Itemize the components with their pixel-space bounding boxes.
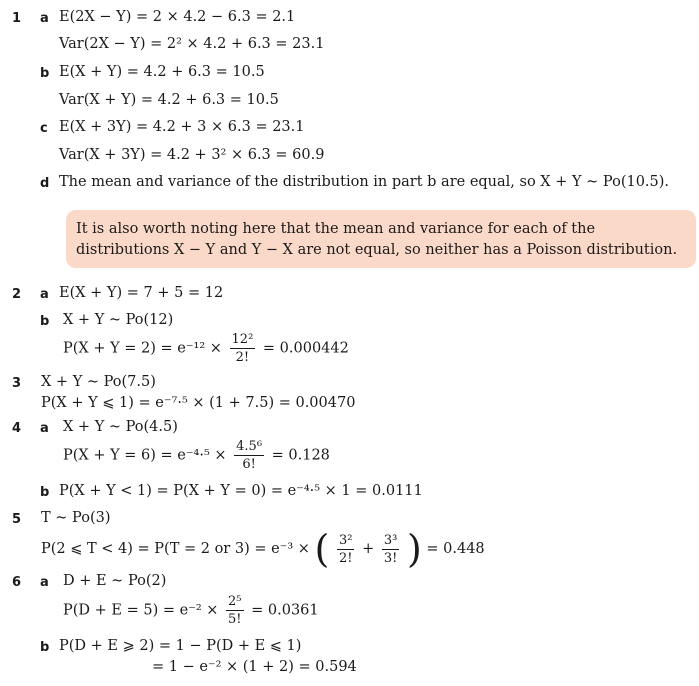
q3-probability: P(X + Y ⩽ 1) = e⁻⁷·⁵ × (1 + 7.5) = 0.00470: [41, 395, 356, 411]
q6a-denominator: 5!: [228, 612, 242, 627]
q5-plus: +: [362, 541, 375, 557]
q1c-variance: Var(X + 3Y) = 4.2 + 3² × 6.3 = 60.9: [59, 147, 325, 163]
part-label-2a: a: [40, 287, 49, 302]
q2b-lhs: P(X + Y = 2) = e⁻¹² ×: [63, 340, 222, 357]
question-number-6: 6: [12, 575, 22, 590]
q6a-numerator: 2⁵: [226, 594, 244, 611]
right-paren: ): [406, 527, 422, 571]
question-number-1: 1: [12, 11, 22, 26]
q4a-distribution: X + Y ~ Po(4.5): [63, 419, 178, 435]
q4a-numerator: 4.5⁶: [236, 439, 263, 454]
tip-note-box: It is also worth noting here that the mean and variance for each of the distributions X − Y and Y − X are not equal, so neither has a Poisson distribution.: [66, 210, 696, 268]
q6b-probability-line1: P(D + E ⩾ 2) = 1 − P(D + E ⩽ 1): [59, 638, 302, 654]
q5-distribution: T ~ Po(3): [41, 510, 111, 526]
part-label-1c: c: [40, 121, 48, 136]
q2b-denominator: 2!: [235, 350, 250, 365]
q2b-fraction: [230, 332, 256, 365]
question-number-2: 2: [12, 287, 22, 302]
q6a-probability: [63, 594, 319, 627]
part-label-1b: b: [40, 66, 50, 81]
q5-f2-numerator: 3³: [382, 533, 400, 550]
left-paren: (: [314, 527, 330, 571]
part-label-6b: b: [40, 640, 50, 655]
q4a-denominator: 6!: [242, 457, 256, 472]
part-label-2b: b: [40, 314, 50, 329]
q6a-lhs: P(D + E = 5) = e⁻² ×: [63, 602, 219, 619]
q2b-probability: [63, 332, 349, 365]
part-label-6a: a: [40, 575, 49, 590]
question-number-5: 5: [12, 512, 22, 527]
q6b-probability-line2: = 1 − e⁻² × (1 + 2) = 0.594: [152, 659, 357, 675]
q1a-variance: Var(2X − Y) = 2² × 4.2 + 6.3 = 23.1: [59, 36, 325, 52]
q5-f1-denominator: 2!: [338, 550, 353, 566]
q4a-fraction: [234, 439, 264, 472]
q1b-expectation: E(X + Y) = 4.2 + 6.3 = 10.5: [59, 64, 265, 80]
question-number-4: 4: [12, 421, 22, 436]
part-label-4a: a: [40, 421, 49, 436]
q3-distribution: X + Y ~ Po(7.5): [41, 374, 156, 390]
q2b-result: = 0.000442: [262, 340, 349, 357]
q1a-expectation: E(2X − Y) = 2 × 4.2 − 6.3 = 2.1: [59, 9, 296, 25]
q4a-result: = 0.128: [271, 447, 330, 464]
part-label-1a: a: [40, 11, 49, 26]
q4b-probability: P(X + Y < 1) = P(X + Y = 0) = e⁻⁴·⁵ × 1 = 0.0111: [59, 483, 423, 499]
q5-result: = 0.448: [426, 541, 485, 557]
q4a-probability: [63, 439, 330, 472]
q5-fraction-1: [337, 533, 355, 566]
q1b-variance: Var(X + Y) = 4.2 + 6.3 = 10.5: [59, 92, 279, 108]
q2b-numerator: 12²: [231, 332, 254, 347]
q1d-conclusion: The mean and variance of the distribution in part b are equal, so X + Y ~ Po(10.5).: [59, 174, 670, 190]
q6a-distribution: D + E ~ Po(2): [63, 573, 167, 589]
q4a-lhs: P(X + Y = 6) = e⁻⁴·⁵ ×: [63, 447, 227, 464]
q5-probability: [41, 527, 485, 571]
q2a-expectation: E(X + Y) = 7 + 5 = 12: [59, 285, 224, 301]
q2b-distribution: X + Y ~ Po(12): [63, 312, 174, 328]
q5-fraction-2: [382, 533, 400, 566]
part-label-4b: b: [40, 485, 50, 500]
q5-f2-denominator: 3!: [383, 550, 398, 566]
question-number-3: 3: [12, 376, 22, 391]
q5-lhs: P(2 ⩽ T < 4) = P(T = 2 or 3) = e⁻³ ×: [41, 541, 310, 557]
q5-f1-numerator: 3²: [337, 533, 355, 550]
part-label-1d: d: [40, 176, 50, 191]
q6a-result: = 0.0361: [251, 602, 319, 619]
q6a-fraction: [226, 594, 244, 627]
q1c-expectation: E(X + 3Y) = 4.2 + 3 × 6.3 = 23.1: [59, 119, 305, 135]
